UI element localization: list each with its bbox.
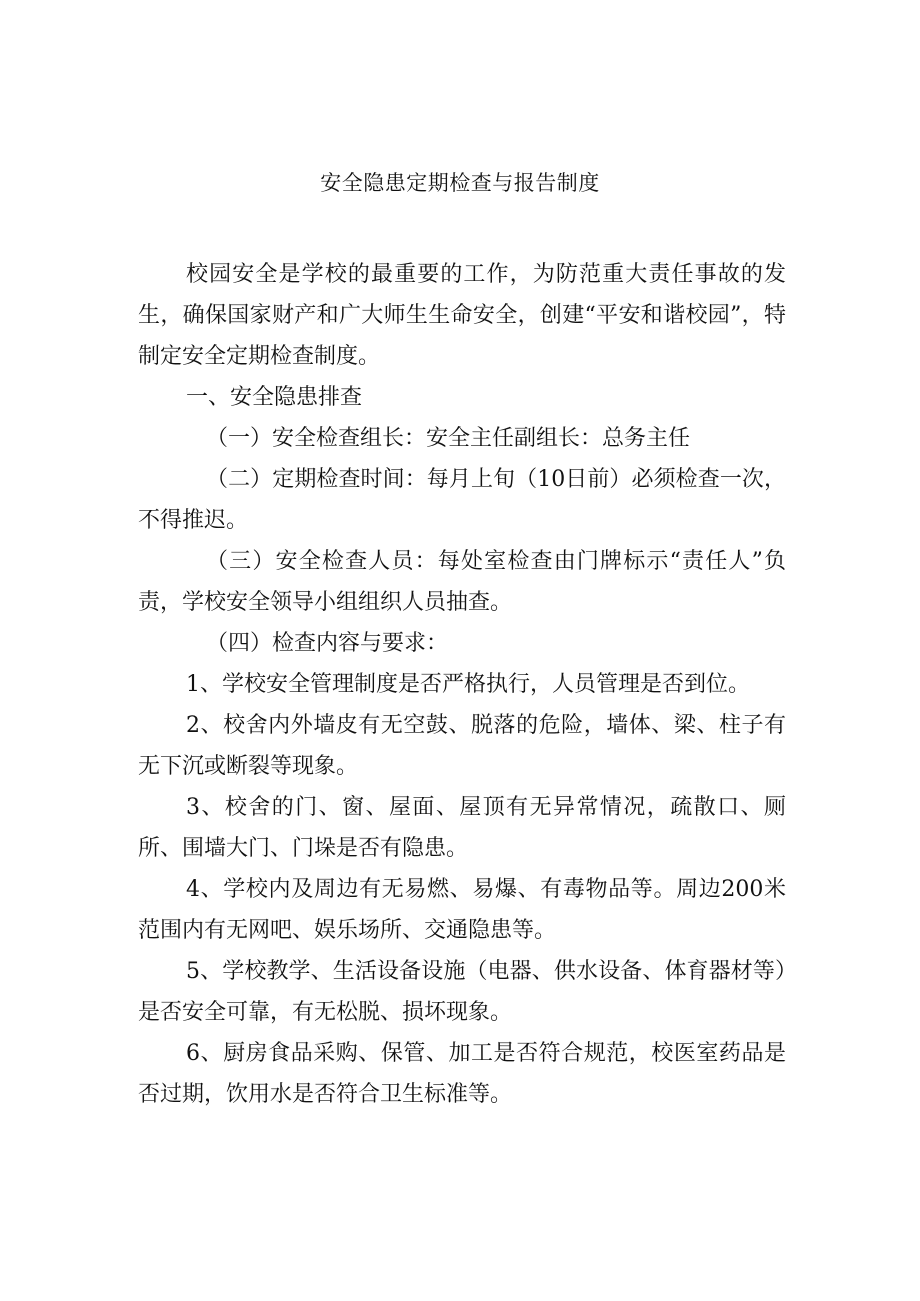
paragraph-item-3: （三）安全检查人员：每处室检查由门牌标示“责任人”负责，学校安全领导小组组织人员抽查。 [138,549,786,615]
list-item-4: 4、学校内及周边有无易燃、易爆、有毒物品等。周边200米范围内有无网吧、娱乐场所、交通隐患等。 [138,877,786,943]
paragraph-intro: 校园安全是学校的最重要的工作，为防范重大责任事故的发生，确保国家财产和广大师生生命安全，创建“平安和谐校园”，特制定安全定期检查制度。 [138,262,786,369]
list-item-3: 3、校舍的门、窗、屋面、屋顶有无异常情况，疏散口、厕所、围墙大门、门垛是否有隐患。 [138,795,786,861]
document-title: 安全隐患定期检查与报告制度 [320,171,600,195]
list-item-1: 1、学校安全管理制度是否严格执行，人员管理是否到位。 [186,672,750,697]
paragraph-item-1: （一）安全检查组长：安全主任副组长：总务主任 [206,426,691,451]
paragraph-item-4: （四）检查内容与要求： [206,631,449,656]
section-heading-1: 一、安全隐患排查 [186,385,363,410]
list-item-2: 2、校舍内外墙皮有无空鼓、脱落的危险，墙体、梁、柱子有无下沉或断裂等现象。 [138,713,786,779]
list-item-5: 5、学校教学、生活设备设施（电器、供水设备、体育器材等）是否安全可靠，有无松脱、损坏现象。 [138,959,786,1025]
document-body [138,254,786,1115]
paragraph-item-2: （二）定期检查时间：每月上旬（10日前）必须检查一次，不得推迟。 [138,467,786,533]
list-item-6: 6、厨房食品采购、保管、加工是否符合规范，校医室药品是否过期，饮用水是否符合卫生标准等。 [138,1041,786,1107]
